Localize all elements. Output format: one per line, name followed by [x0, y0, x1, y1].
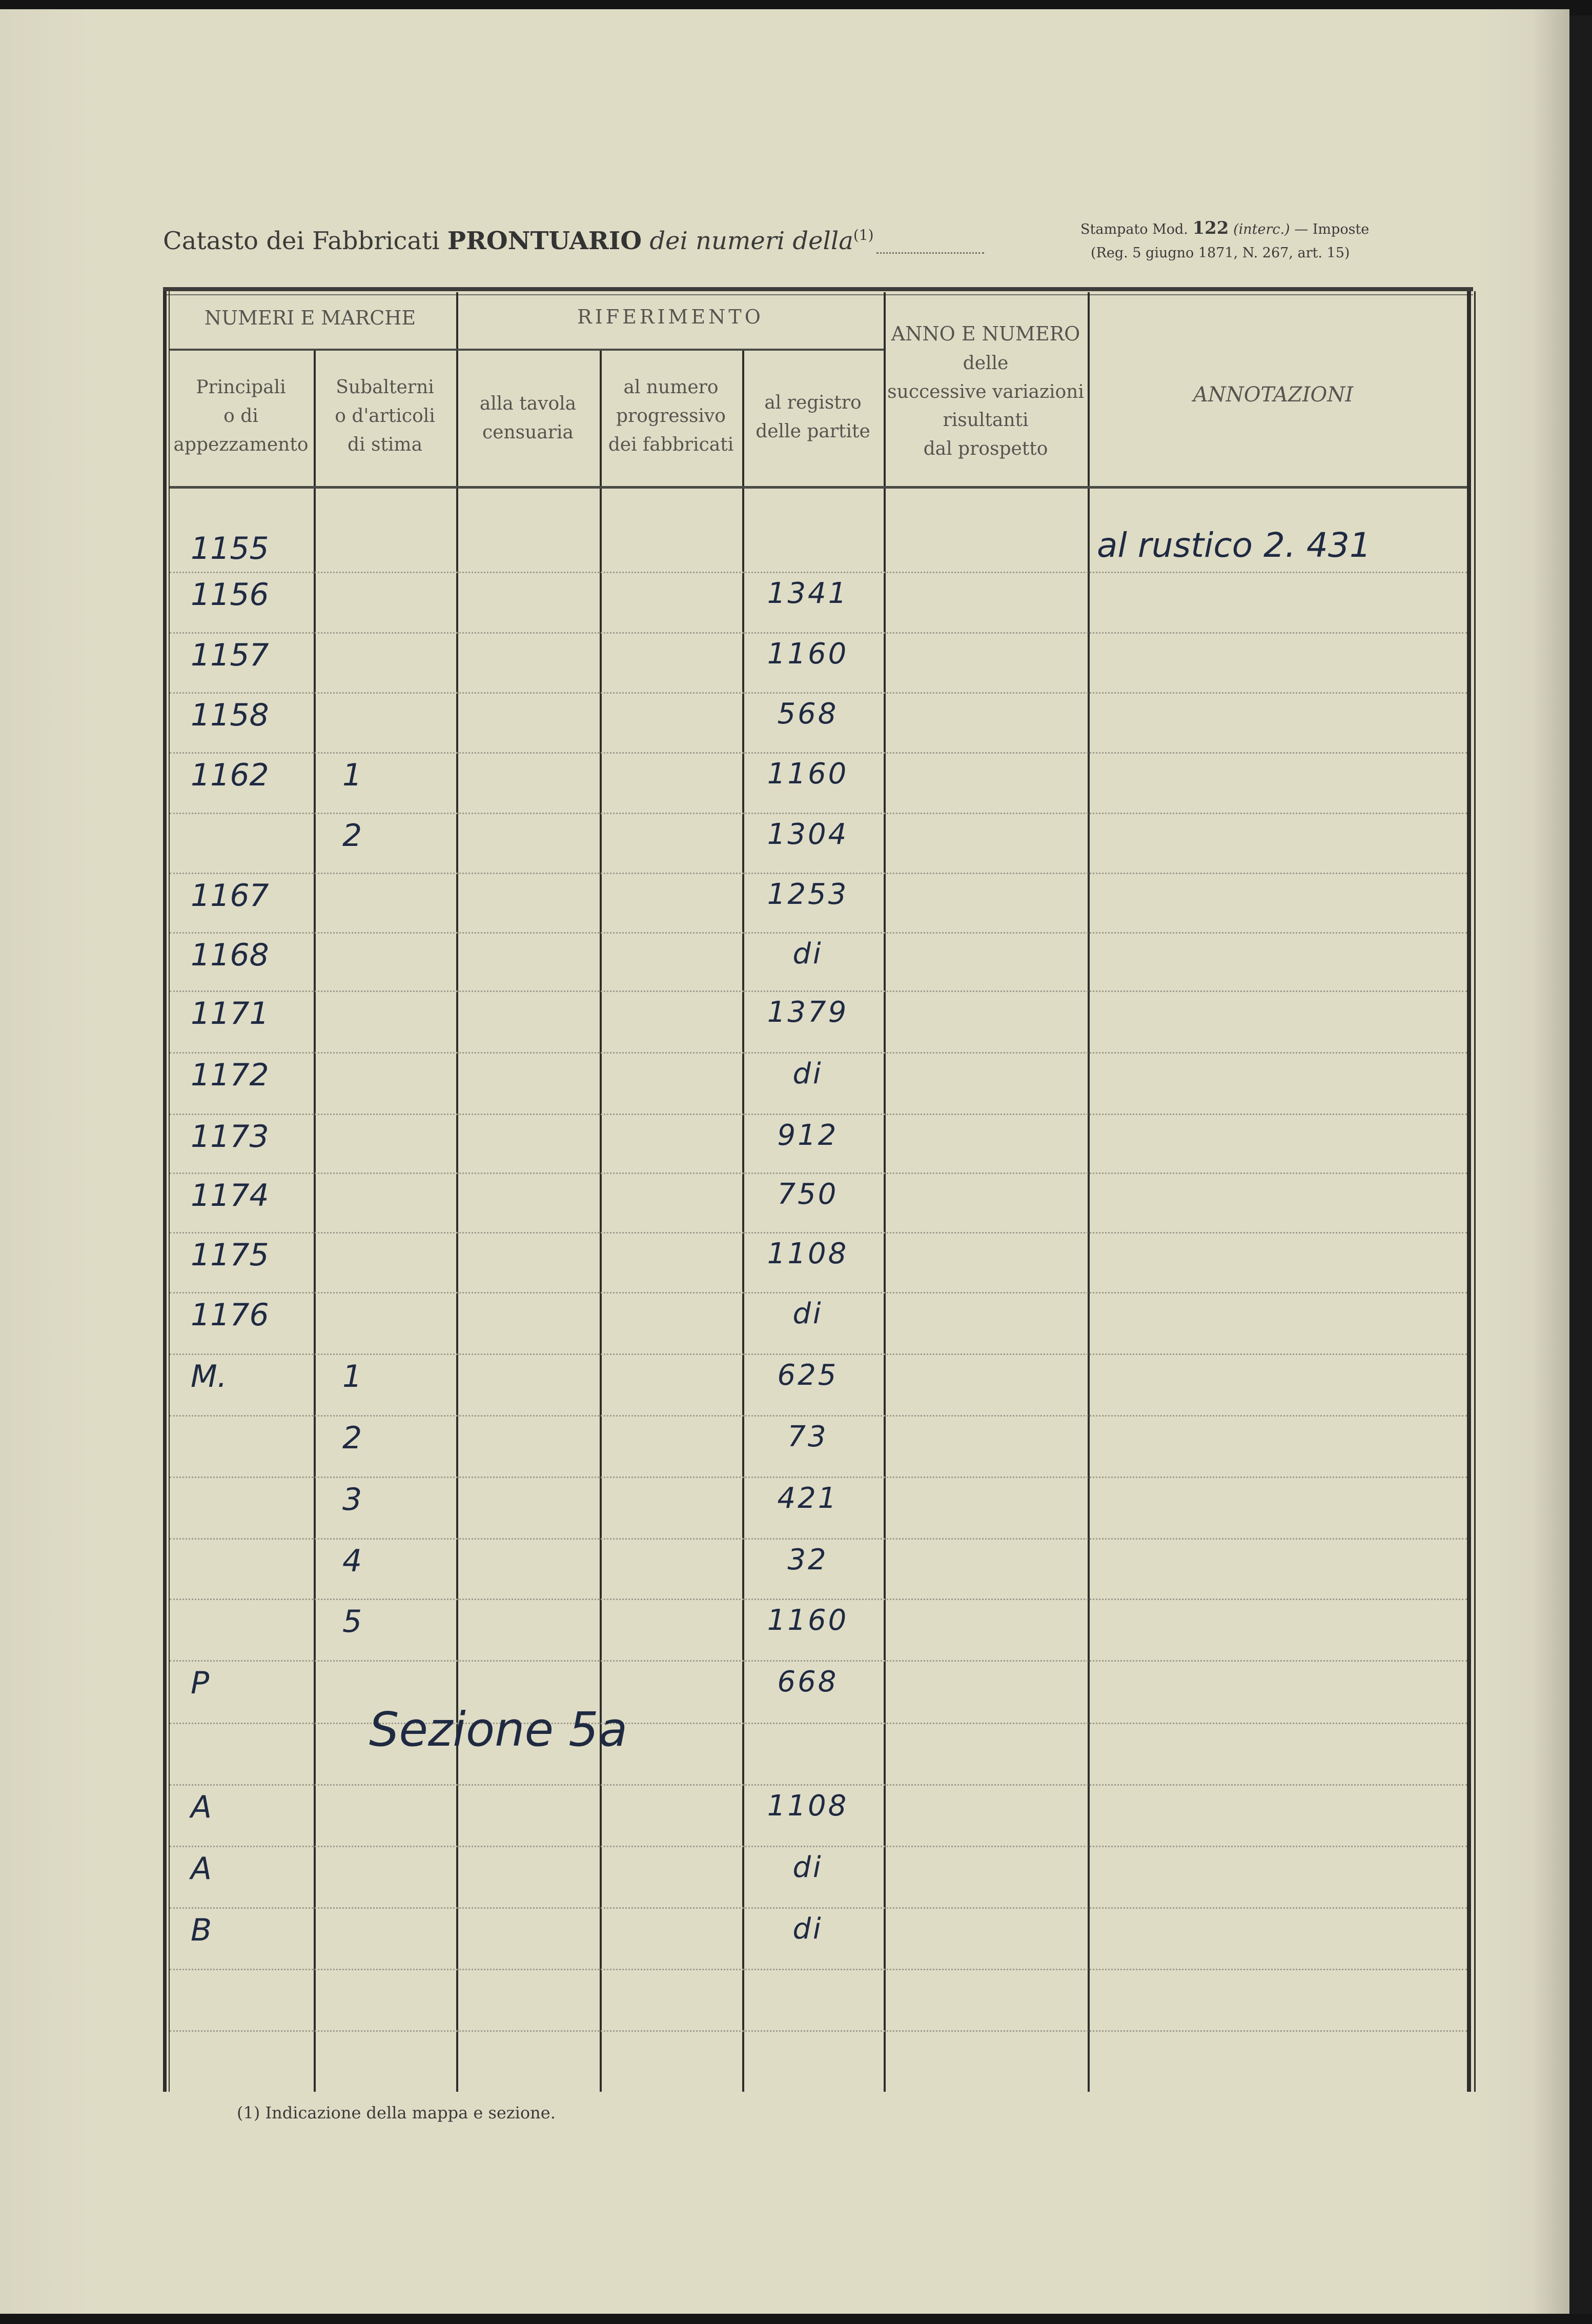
row-rule — [170, 1114, 1467, 1115]
header-line: progressivo — [616, 405, 726, 427]
row-subalterno: 1 — [342, 1359, 362, 1395]
row-rule — [170, 1353, 1467, 1355]
form-name: Catasto dei Fabbricati — [163, 227, 440, 255]
table-top-border — [163, 287, 1473, 291]
header-line: appezzamento — [173, 434, 309, 455]
table-left-border-inner — [169, 291, 170, 2092]
header-line: delle — [963, 352, 1009, 374]
row-registro: di — [792, 1851, 823, 1884]
row-principale: B — [191, 1912, 212, 1948]
row-registro: 1379 — [767, 996, 849, 1029]
scan-border-right — [1569, 15, 1592, 2324]
note-ref: (1) — [853, 227, 874, 244]
header-registro — [742, 389, 884, 446]
row-registro: 421 — [777, 1482, 839, 1515]
print-prefix: Stampato Mod. — [1080, 221, 1188, 237]
row-principale: 1155 — [191, 531, 269, 567]
header-anno-numero — [884, 319, 1088, 463]
row-rule — [170, 1415, 1467, 1417]
row-principale: 1168 — [191, 937, 269, 973]
row-rule — [170, 1292, 1467, 1294]
row-subalterno: 3 — [342, 1482, 362, 1518]
header-line: al numero — [623, 377, 719, 398]
header-line: Subalterni — [336, 377, 434, 398]
column-divider — [600, 349, 602, 2092]
row-principale: 1162 — [191, 757, 269, 793]
row-rule — [170, 1660, 1467, 1662]
row-annotazione: al rustico 2. 431 — [1097, 526, 1371, 565]
row-rule — [170, 1723, 1467, 1724]
row-principale: M. — [191, 1359, 227, 1395]
row-rule — [170, 692, 1467, 694]
row-rule — [170, 1232, 1467, 1234]
row-registro: 568 — [777, 697, 839, 731]
row-principale: 1173 — [191, 1119, 269, 1155]
row-rule — [170, 1784, 1467, 1786]
row-rule — [170, 1173, 1467, 1174]
row-rule — [170, 632, 1467, 634]
subheader-rule — [170, 349, 884, 351]
page-edge-shadow — [1533, 9, 1569, 2314]
row-subalterno: 1 — [342, 757, 362, 793]
row-subalterno: 5 — [342, 1604, 362, 1640]
row-rule — [170, 1846, 1467, 1847]
row-principale: 1171 — [191, 996, 269, 1032]
row-registro: 912 — [777, 1119, 839, 1152]
table-right-border-outer — [1474, 291, 1476, 2092]
row-subalterno: 4 — [342, 1543, 362, 1579]
scan-border-bottom — [0, 2314, 1592, 2324]
print-info — [1080, 218, 1369, 238]
row-principale: 1156 — [191, 577, 269, 613]
row-principale: P — [191, 1665, 210, 1701]
title-bold: PRONTUARIO — [447, 227, 642, 255]
paper-sheet — [0, 9, 1569, 2314]
header-numeri-marche: NUMERI E MARCHE — [204, 307, 416, 329]
row-principale: 1172 — [191, 1057, 269, 1093]
header-line: al registro — [764, 392, 862, 413]
row-principale: 1167 — [191, 878, 269, 914]
row-rule — [170, 813, 1467, 814]
row-registro: 1160 — [767, 1604, 849, 1637]
row-principale: A — [191, 1789, 212, 1825]
header-bottom-rule — [170, 486, 1467, 489]
header-line: ANNO E NUMERO — [891, 322, 1080, 345]
row-principale: 1175 — [191, 1237, 269, 1273]
row-registro: 1253 — [767, 878, 849, 911]
row-registro: 1341 — [767, 577, 849, 610]
header-annotazioni: ANNOTAZIONI — [1193, 383, 1354, 407]
column-divider — [314, 349, 316, 2092]
row-registro: 73 — [787, 1420, 828, 1453]
header-riferimento: RIFERIMENTO — [577, 306, 764, 328]
row-registro: 1108 — [767, 1789, 849, 1823]
header-line: dal prospetto — [923, 438, 1048, 460]
row-principale: 1174 — [191, 1178, 269, 1214]
header-progressivo — [600, 373, 742, 459]
regulation-ref: (Reg. 5 giugno 1871, N. 267, art. 15) — [1091, 245, 1350, 261]
row-registro: 750 — [777, 1178, 839, 1211]
row-registro: 32 — [787, 1543, 828, 1577]
table-left-border — [163, 291, 167, 2092]
row-registro: di — [792, 1057, 823, 1090]
row-rule — [170, 1907, 1467, 1909]
form-title — [163, 227, 874, 255]
header-line: o di — [223, 405, 258, 427]
row-registro: 1160 — [767, 637, 849, 671]
header-tavola — [456, 390, 600, 447]
row-rule — [170, 2030, 1467, 2032]
row-rule — [170, 932, 1467, 934]
row-subalterno: 2 — [342, 1420, 362, 1456]
row-subalterno: 2 — [342, 818, 362, 854]
row-rule — [170, 752, 1467, 754]
table-right-border — [1467, 291, 1471, 2092]
footnote: (1) Indicazione della mappa e sezione. — [237, 2103, 556, 2123]
header-subalterni — [314, 373, 456, 459]
row-registro: 1304 — [767, 818, 849, 851]
header-line: di stima — [347, 434, 423, 455]
print-suffix: — Imposte — [1294, 221, 1370, 237]
header-line: risultanti — [943, 410, 1029, 431]
row-rule — [170, 1969, 1467, 1970]
column-divider — [456, 292, 458, 2092]
row-registro: di — [792, 937, 823, 971]
row-subalterno: Sezione 5a — [369, 1702, 628, 1757]
print-number: 122 — [1192, 218, 1229, 238]
title-rest: dei numeri della — [649, 227, 853, 255]
row-rule — [170, 1052, 1467, 1054]
row-registro: 668 — [777, 1665, 839, 1699]
row-principale: 1176 — [191, 1297, 269, 1333]
header-line: delle partite — [756, 420, 870, 442]
header-line: successive variazioni — [887, 381, 1084, 402]
header-principali — [169, 373, 313, 459]
row-registro: di — [792, 1297, 823, 1330]
column-divider — [1088, 292, 1090, 2092]
row-registro: 1160 — [767, 757, 849, 791]
row-principale: 1157 — [191, 637, 269, 673]
column-divider — [742, 349, 744, 2092]
row-registro: 625 — [777, 1359, 839, 1392]
row-rule — [170, 1538, 1467, 1540]
header-line: alla tavola — [479, 393, 577, 414]
header-line: censuaria — [482, 421, 574, 443]
header-line: Principali — [196, 377, 286, 398]
row-rule — [170, 572, 1467, 573]
table-top-border-thin — [163, 294, 1473, 295]
row-rule — [170, 873, 1467, 874]
header-line: dei fabbricati — [608, 434, 734, 455]
row-registro: di — [792, 1912, 823, 1946]
row-rule — [170, 1599, 1467, 1600]
row-principale: A — [191, 1851, 212, 1887]
row-registro: 1108 — [767, 1237, 849, 1270]
row-rule — [170, 1477, 1467, 1478]
header-line: o d'articoli — [335, 405, 435, 427]
print-suffix-italic: (interc.) — [1233, 221, 1290, 237]
row-rule — [170, 991, 1467, 992]
column-divider — [884, 292, 886, 2092]
row-principale: 1158 — [191, 697, 269, 733]
mappa-fill-line — [876, 252, 984, 254]
